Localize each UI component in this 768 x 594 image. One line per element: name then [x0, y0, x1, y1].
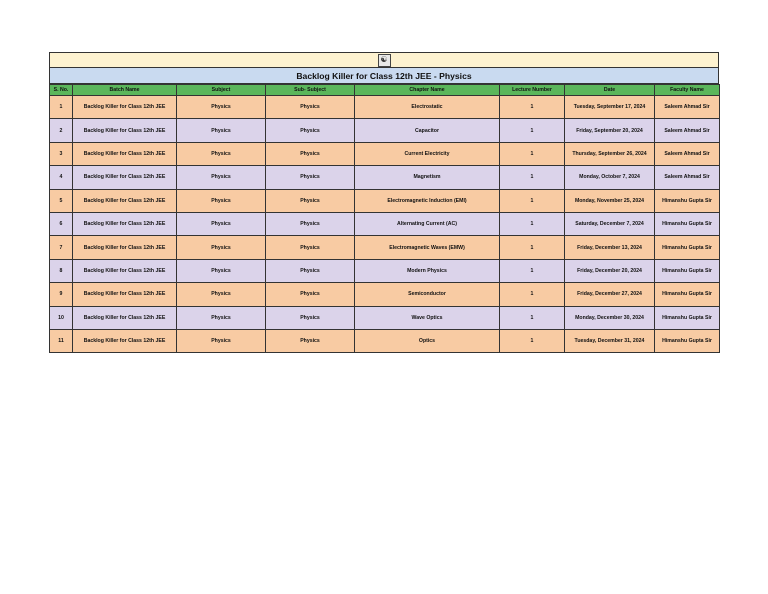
- cell-faculty-name: Himanshu Gupta Sir: [655, 189, 720, 212]
- cell-lecture-number: 1: [500, 166, 565, 189]
- table-row: [50, 329, 720, 352]
- cell-faculty-name: Himanshu Gupta Sir: [655, 306, 720, 329]
- cell-batch-name: Backlog Killer for Class 12th JEE: [73, 189, 177, 212]
- cell-sno: 11: [50, 329, 73, 352]
- cell-lecture-number: 1: [500, 119, 565, 142]
- table-row: [50, 142, 720, 165]
- table-row: [50, 236, 720, 259]
- cell-lecture-number: 1: [500, 283, 565, 306]
- table-row: [50, 259, 720, 282]
- cell-faculty-name: Himanshu Gupta Sir: [655, 283, 720, 306]
- cell-date: Thursday, September 26, 2024: [565, 142, 655, 165]
- header-batch-name: Batch Name: [73, 85, 177, 96]
- cell-subject: Physics: [177, 259, 266, 282]
- cell-subject: Physics: [177, 119, 266, 142]
- cell-batch-name: Backlog Killer for Class 12th JEE: [73, 259, 177, 282]
- cell-subject: Physics: [177, 236, 266, 259]
- cell-faculty-name: Himanshu Gupta Sir: [655, 329, 720, 352]
- cell-chapter-name: Wave Optics: [355, 306, 500, 329]
- cell-date: Monday, November 25, 2024: [565, 189, 655, 212]
- cell-faculty-name: Himanshu Gupta Sir: [655, 236, 720, 259]
- cell-subject: Physics: [177, 96, 266, 119]
- cell-sno: 1: [50, 96, 73, 119]
- cell-chapter-name: Electromagnetic Waves (EMW): [355, 236, 500, 259]
- cell-chapter-name: Capacitor: [355, 119, 500, 142]
- cell-lecture-number: 1: [500, 329, 565, 352]
- cell-sno: 5: [50, 189, 73, 212]
- cell-faculty-name: Saleem Ahmad Sir: [655, 119, 720, 142]
- cell-sub-subject: Physics: [266, 283, 355, 306]
- cell-lecture-number: 1: [500, 96, 565, 119]
- header-date: Date: [565, 85, 655, 96]
- cell-date: Friday, December 27, 2024: [565, 283, 655, 306]
- cell-faculty-name: Himanshu Gupta Sir: [655, 259, 720, 282]
- cell-sub-subject: Physics: [266, 306, 355, 329]
- cell-batch-name: Backlog Killer for Class 12th JEE: [73, 212, 177, 235]
- header-faculty-name: Faculty Name: [655, 85, 720, 96]
- header-chapter-name: Chapter Name: [355, 85, 500, 96]
- cell-subject: Physics: [177, 212, 266, 235]
- cell-chapter-name: Optics: [355, 329, 500, 352]
- cell-batch-name: Backlog Killer for Class 12th JEE: [73, 283, 177, 306]
- cell-batch-name: Backlog Killer for Class 12th JEE: [73, 142, 177, 165]
- cell-sub-subject: Physics: [266, 96, 355, 119]
- header-sno: S. No.: [50, 85, 73, 96]
- cell-date: Saturday, December 7, 2024: [565, 212, 655, 235]
- cell-sno: 9: [50, 283, 73, 306]
- lamp-logo-icon: ☯: [378, 54, 391, 67]
- cell-lecture-number: 1: [500, 236, 565, 259]
- cell-chapter-name: Alternating Current (AC): [355, 212, 500, 235]
- table-row: [50, 119, 720, 142]
- cell-subject: Physics: [177, 329, 266, 352]
- cell-chapter-name: Modern Physics: [355, 259, 500, 282]
- cell-lecture-number: 1: [500, 306, 565, 329]
- table-row: [50, 166, 720, 189]
- cell-date: Tuesday, September 17, 2024: [565, 96, 655, 119]
- cell-chapter-name: Electromagnetic Induction (EMI): [355, 189, 500, 212]
- cell-lecture-number: 1: [500, 212, 565, 235]
- cell-subject: Physics: [177, 189, 266, 212]
- cell-sno: 4: [50, 166, 73, 189]
- cell-faculty-name: Saleem Ahmad Sir: [655, 142, 720, 165]
- cell-sno: 8: [50, 259, 73, 282]
- cell-sub-subject: Physics: [266, 259, 355, 282]
- cell-date: Friday, September 20, 2024: [565, 119, 655, 142]
- cell-sub-subject: Physics: [266, 212, 355, 235]
- cell-date: Monday, October 7, 2024: [565, 166, 655, 189]
- table-body: [50, 96, 720, 353]
- cell-lecture-number: 1: [500, 189, 565, 212]
- header-lecture-number: Lecture Number: [500, 85, 565, 96]
- header-row: [50, 85, 720, 96]
- cell-sno: 2: [50, 119, 73, 142]
- cell-date: Friday, December 13, 2024: [565, 236, 655, 259]
- cell-lecture-number: 1: [500, 142, 565, 165]
- cell-batch-name: Backlog Killer for Class 12th JEE: [73, 119, 177, 142]
- schedule-sheet: [49, 52, 719, 353]
- cell-sno: 7: [50, 236, 73, 259]
- cell-subject: Physics: [177, 142, 266, 165]
- header-sub-subject: Sub- Subject: [266, 85, 355, 96]
- cell-sno: 6: [50, 212, 73, 235]
- cell-faculty-name: Saleem Ahmad Sir: [655, 166, 720, 189]
- cell-chapter-name: Semiconductor: [355, 283, 500, 306]
- sheet-title: Backlog Killer for Class 12th JEE - Physics: [49, 68, 719, 84]
- cell-sub-subject: Physics: [266, 142, 355, 165]
- cell-batch-name: Backlog Killer for Class 12th JEE: [73, 306, 177, 329]
- cell-subject: Physics: [177, 166, 266, 189]
- cell-sub-subject: Physics: [266, 166, 355, 189]
- schedule-table: [49, 84, 720, 353]
- cell-date: Tuesday, December 31, 2024: [565, 329, 655, 352]
- cell-sub-subject: Physics: [266, 189, 355, 212]
- cell-sub-subject: Physics: [266, 236, 355, 259]
- table-row: [50, 189, 720, 212]
- cell-faculty-name: Himanshu Gupta Sir: [655, 212, 720, 235]
- cell-date: Monday, December 30, 2024: [565, 306, 655, 329]
- cell-sub-subject: Physics: [266, 329, 355, 352]
- logo-row: [49, 52, 719, 68]
- cell-chapter-name: Current Electricity: [355, 142, 500, 165]
- cell-chapter-name: Electrostatic: [355, 96, 500, 119]
- cell-lecture-number: 1: [500, 259, 565, 282]
- cell-sub-subject: Physics: [266, 119, 355, 142]
- cell-batch-name: Backlog Killer for Class 12th JEE: [73, 329, 177, 352]
- cell-faculty-name: Saleem Ahmad Sir: [655, 96, 720, 119]
- table-row: [50, 212, 720, 235]
- cell-subject: Physics: [177, 283, 266, 306]
- cell-batch-name: Backlog Killer for Class 12th JEE: [73, 236, 177, 259]
- table-row: [50, 306, 720, 329]
- table-row: [50, 96, 720, 119]
- cell-batch-name: Backlog Killer for Class 12th JEE: [73, 96, 177, 119]
- cell-subject: Physics: [177, 306, 266, 329]
- cell-batch-name: Backlog Killer for Class 12th JEE: [73, 166, 177, 189]
- cell-sno: 10: [50, 306, 73, 329]
- table-row: [50, 283, 720, 306]
- cell-date: Friday, December 20, 2024: [565, 259, 655, 282]
- header-subject: Subject: [177, 85, 266, 96]
- cell-chapter-name: Magnetism: [355, 166, 500, 189]
- cell-sno: 3: [50, 142, 73, 165]
